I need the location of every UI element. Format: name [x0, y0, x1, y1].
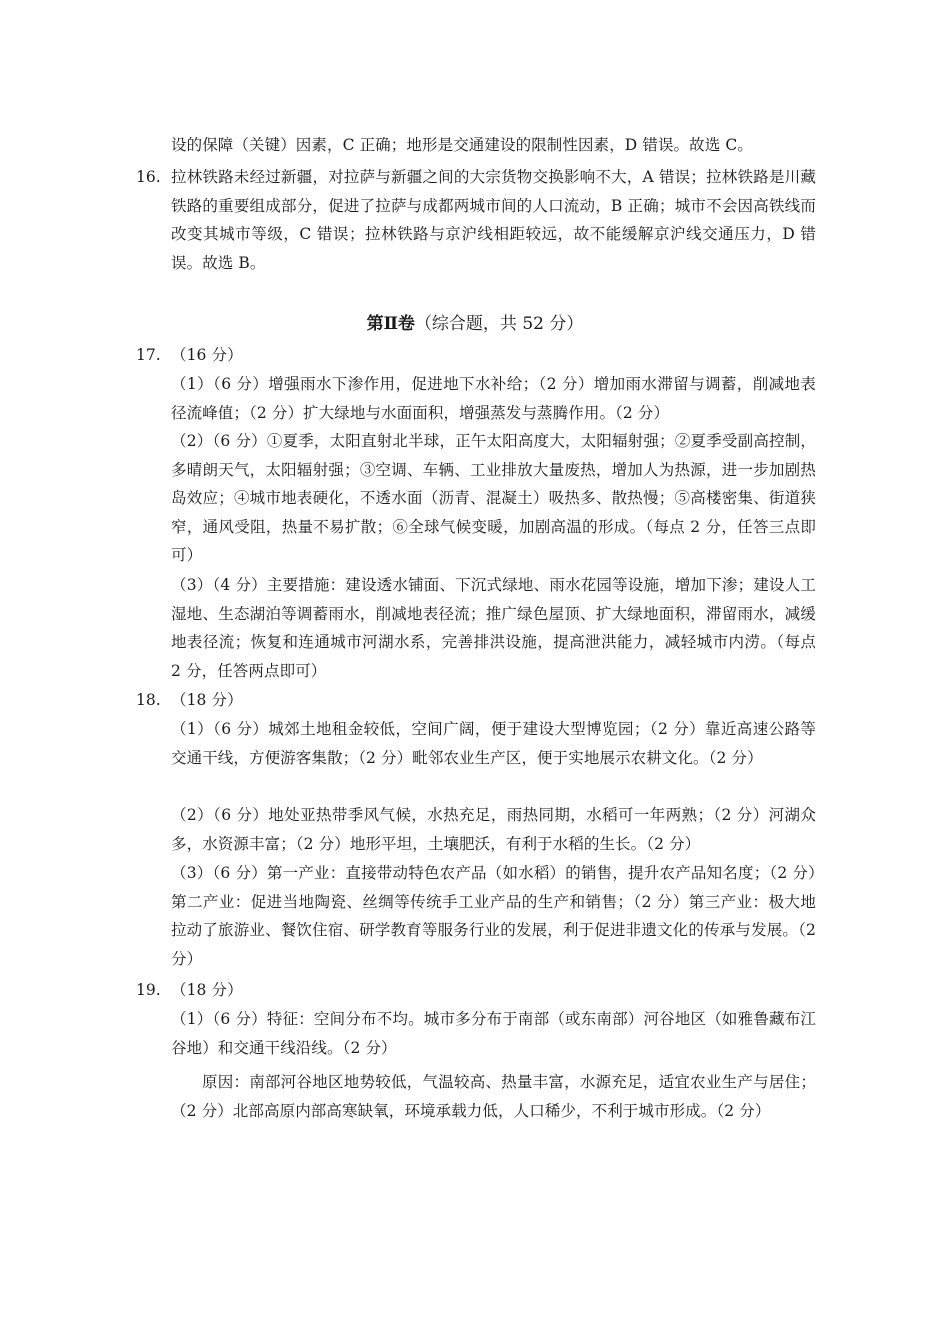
q15-answer-tail: 设的保障（关键）因素，C 正确；地形是交通建设的限制性因素，D 错误。故选 C。	[171, 136, 753, 154]
q16-number: 16.	[136, 168, 161, 186]
q17-number: 17.	[136, 346, 161, 364]
q19-part1-reason: 原因：南部河谷地区地势较低，气温较高、热量丰富，水源充足，适宜农业生产与居住；（2 分）北部高原内部高寒缺氧，环境承载力低，人口稀少，不利于城市形成。（2 分）	[171, 1073, 816, 1120]
q16-answer: 拉林铁路未经过新疆，对拉萨与新疆之间的大宗货物交换影响不大，A 错误；拉林铁路是川藏铁路的重要组成部分，促进了拉萨与成都两城市间的人口流动，B 正确；城市不会因高铁线而改变其城市等级，C 错误；拉林铁路与京沪线相距较远，故不能缓解京沪线交通压力，D 错误。故选 B。	[171, 168, 816, 272]
q18-part3: （3）（6 分）第一产业：直接带动特色农产品（如水稻）的销售，提升农产品知名度；（2 分）第二产业：促进当地陶瓷、丝绸等传统手工业产品的生产和销售；（2 分）第三产业：极大地拉动了旅游业、餐饮住宿、研学教育等服务行业的发展，利于促进非遗文化的传承与发展。（2 分）	[171, 864, 816, 968]
section-title-sub: （综合题，共 52 分）	[414, 314, 584, 334]
q18-number: 18.	[136, 691, 161, 709]
q18-part2: （2）（6 分）地处亚热带季风气候，水热充足，雨热同期，水稻可一年两熟；（2 分）河湖众多，水资源丰富；（2 分）地形平坦，土壤肥沃，有利于水稻的生长。（2 分）	[171, 806, 816, 853]
q18-part1: （1）（6 分）城郊土地租金较低，空间广阔，便于建设大型博览园；（2 分）靠近高速公路等交通干线，方便游客集散；（2 分）毗邻农业生产区，便于实地展示农耕文化。（2 分）	[171, 720, 816, 767]
section-title-main: 第Ⅱ卷	[366, 314, 415, 334]
q17-part2: （2）（6 分）①夏季，太阳直射北半球，正午太阳高度大，太阳辐射强；②夏季受副高控制，多晴朗天气，太阳辐射强；③空调、车辆、工业排放大量废热，增加人为热源，进一步加剧热岛效应；④城市地表硬化，不透水面（沥青、混凝土）吸热多、散热慢；⑤高楼密集、街道狭窄，通风受阻，热量不易扩散；⑥全球气候变暖，加剧高温的形成。（每点 2 分，任答三点即可）	[171, 432, 816, 565]
section-title	[0, 309, 950, 339]
q19-number: 19.	[136, 981, 161, 999]
q17-part1: （1）（6 分）增强雨水下渗作用，促进地下水补给；（2 分）增加雨水滞留与调蓄，削减地表径流峰值；（2 分）扩大绿地与水面面积，增强蒸发与蒸腾作用。（2 分）	[171, 375, 816, 422]
q17-score: （16 分）	[171, 346, 243, 364]
q19-score: （18 分）	[171, 981, 243, 999]
q19-part1: （1）（6 分）特征：空间分布不均。城市多分布于南部（或东南部）河谷地区（如雅鲁藏布江谷地）和交通干线沿线。（2 分）	[171, 1010, 816, 1057]
q18-score: （18 分）	[171, 691, 243, 709]
q17-part3: （3）（4 分）主要措施：建设透水铺面、下沉式绿地、雨水花园等设施，增加下渗；建设人工湿地、生态湖泊等调蓄雨水，削减地表径流；推广绿色屋顶、扩大绿地面积，滞留雨水，减缓地表径流；恢复和连通城市河湖水系，完善排洪设施，提高泄洪能力，减轻城市内涝。（每点 2 分，任答两点即可）	[171, 576, 816, 680]
